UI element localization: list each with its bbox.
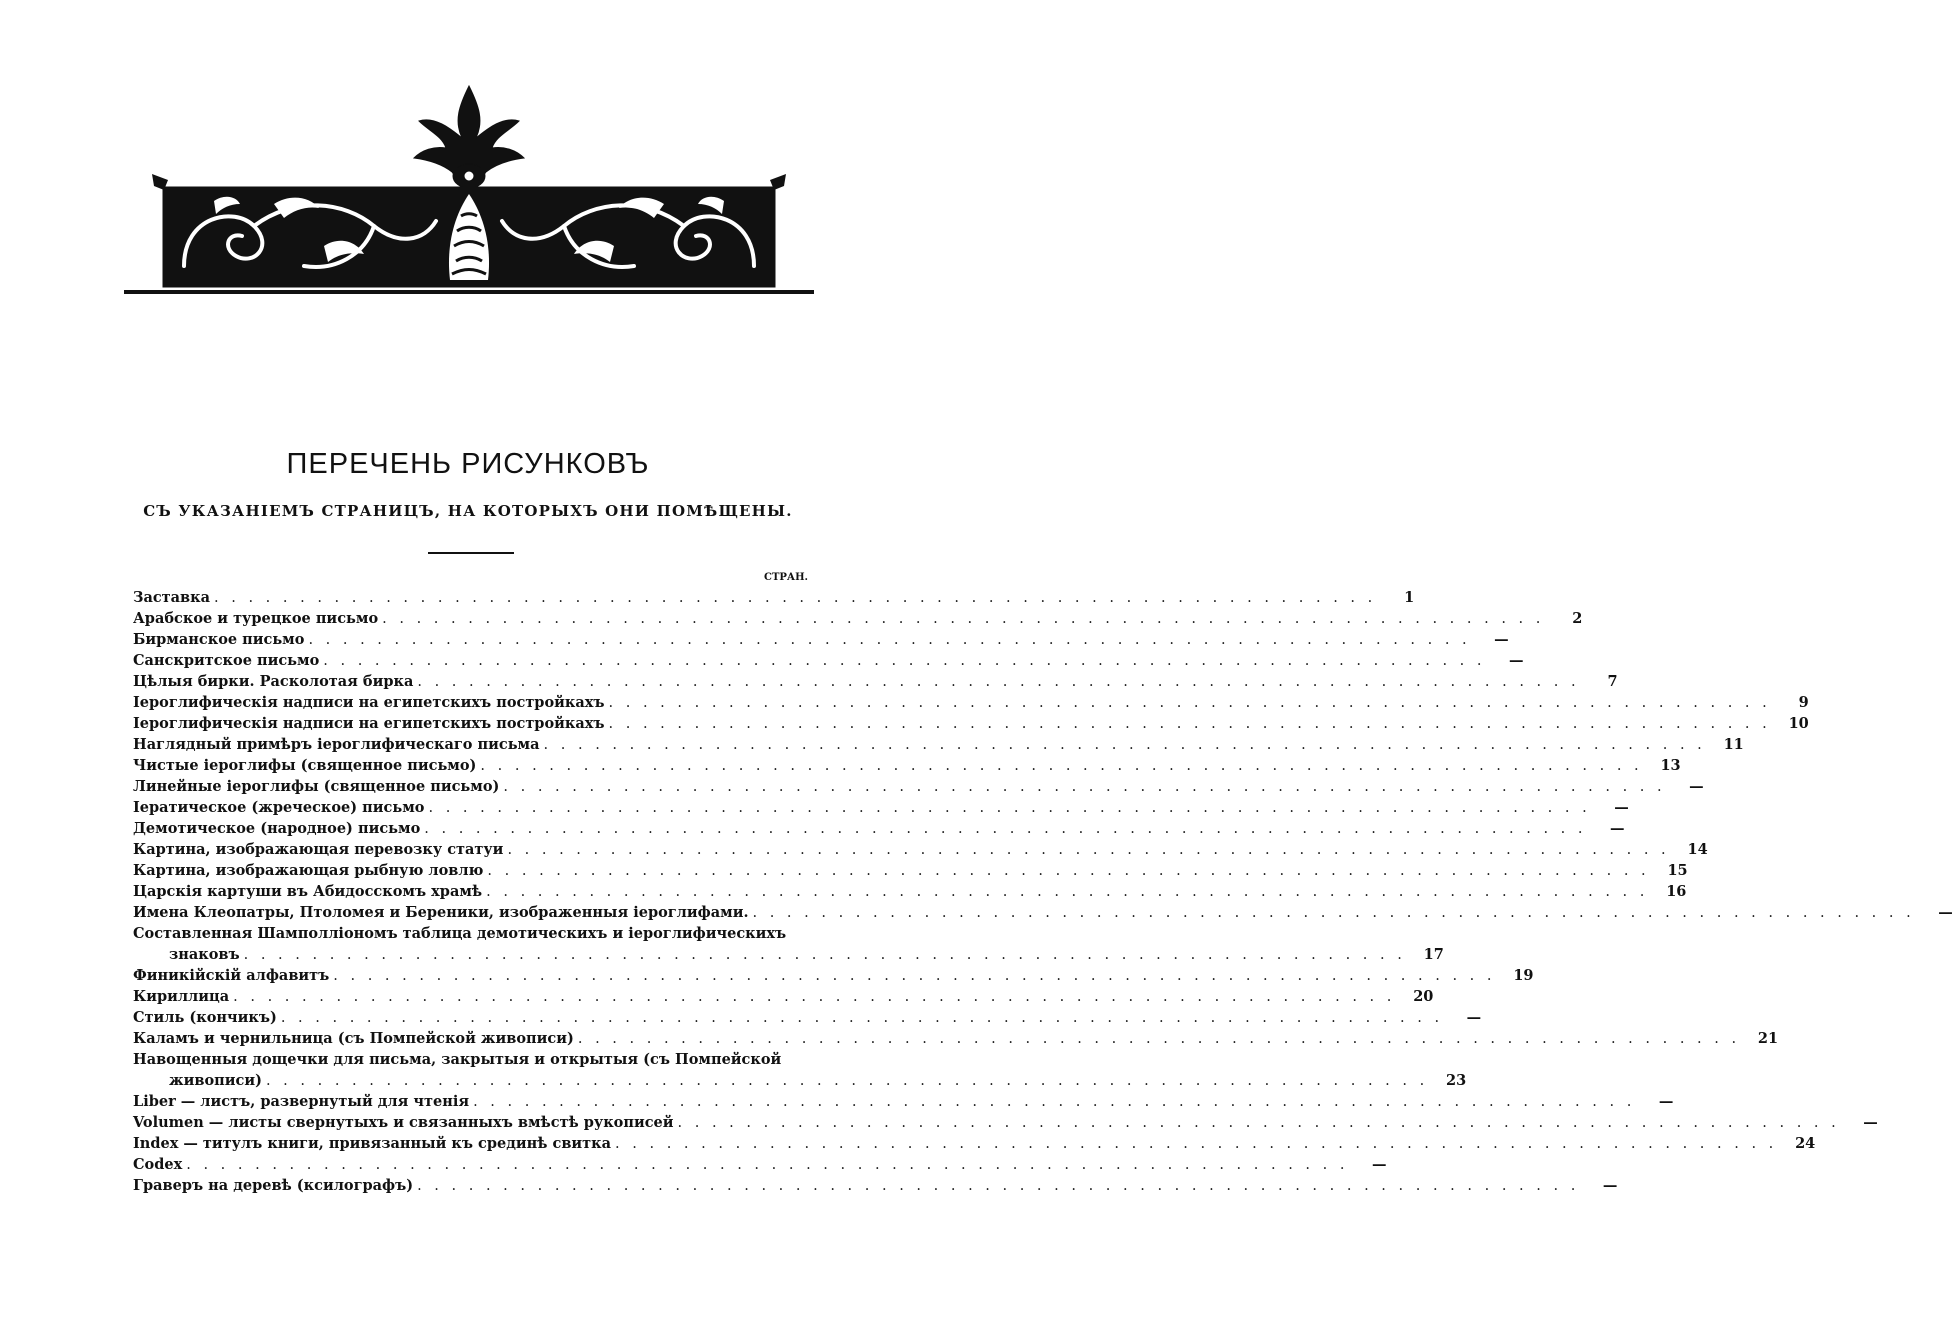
list-item — [133, 776, 1704, 797]
dot-leader: . . . . . . . . . . . . . . . . . . . . . . . . . . . . . . . . . . . . . . . . . . . . . . . . . . . . . . . . . . . . . . . . . . . . — [503, 779, 1666, 795]
entry-page-number: 10 — [1788, 715, 1809, 732]
entry-label: Картина, изображающая перевозку статуи — [133, 841, 504, 858]
page-subtitle: СЪ УКАЗАНІЕМЪ СТРАНИЦЪ, НА КОТОРЫХЪ ОНИ ПОМѢЩЕНЫ. — [143, 502, 793, 520]
entry-page-number: 13 — [1660, 757, 1681, 774]
dot-leader: . . . . . . . . . . . . . . . . . . . . . . . . . . . . . . . . . . . . . . . . . . . . . . . . . . . . . . . . . . . . . . . . . . . . — [428, 800, 1591, 816]
dot-leader: . . . . . . . . . . . . . . . . . . . . . . . . . . . . . . . . . . . . . . . . . . . . . . . . . . . . . . . . . . . . . . . . . . . . — [615, 1136, 1778, 1152]
entry-label: Наглядный примѣръ іероглифическаго письма — [133, 736, 540, 753]
entry-page-number: 14 — [1687, 841, 1708, 858]
entry-label: Цѣлыя бирки. Расколотая бирка — [133, 673, 414, 690]
dot-leader: . . . . . . . . . . . . . . . . . . . . . . . . . . . . . . . . . . . . . . . . . . . . . . . . . . . . . . . . . . . . . . . . . . . . — [486, 884, 1649, 900]
entry-label: Чистые іероглифы (священное письмо) — [133, 757, 477, 774]
dot-leader: . . . . . . . . . . . . . . . . . . . . . . . . . . . . . . . . . . . . . . . . . . . . . . . . . . . . . . . . . . . . . . . . . . . . — [417, 1178, 1580, 1194]
entry-page-number: — — [1602, 1177, 1618, 1194]
list-item — [133, 839, 1708, 860]
entry-page-number: — — [1614, 799, 1629, 816]
ornament-frame — [124, 174, 814, 294]
list-item — [133, 860, 1688, 881]
entry-page-number: — — [1658, 1093, 1674, 1110]
dot-leader: . . . . . . . . . . . . . . . . . . . . . . . . . . . . . . . . . . . . . . . . . . . . . . . . . . . . . . . . . . . . . . . . . . . . — [214, 590, 1377, 606]
entry-label: Каламъ и чернильница (съ Помпейской живописи) — [133, 1030, 574, 1047]
dot-leader: . . . . . . . . . . . . . . . . . . . . . . . . . . . . . . . . . . . . . . . . . . . . . . . . . . . . . . . . . . . . . . . . . . . . — [480, 758, 1643, 774]
entry-label: Бирманское письмо — [133, 631, 305, 648]
entry-label: Навощенныя дощечки для письма, закрытыя и открытыя (съ Помпейской — [133, 1051, 782, 1068]
list-item — [133, 818, 1625, 839]
entry-page-number: 17 — [1423, 946, 1444, 963]
dot-leader: . . . . . . . . . . . . . . . . . . . . . . . . . . . . . . . . . . . . . . . . . . . . . . . . . . . . . . . . . . . . . . . . . . . . — [323, 653, 1486, 669]
entry-page-number: — — [1689, 778, 1704, 795]
dot-leader: . . . . . . . . . . . . . . . . . . . . . . . . . . . . . . . . . . . . . . . . . . . . . . . . . . . . . . . . . . . . . . . . . . . . — [577, 1031, 1741, 1047]
dot-leader: . . . . . . . . . . . . . . . . . . . . . . . . . . . . . . . . . . . . . . . . . . . . . . . . . . . . . . . . . . . . . . . . . . . . — [543, 737, 1706, 753]
list-item — [133, 1091, 1674, 1112]
list-item — [133, 1175, 1618, 1196]
entry-page-number: — — [1466, 1009, 1482, 1026]
list-item — [133, 1133, 1816, 1154]
entry-page-number: 2 — [1572, 610, 1583, 627]
list-item — [133, 608, 1583, 629]
list-item — [133, 755, 1681, 776]
page-title: ПЕРЕЧЕНЬ РИСУНКОВЪ — [286, 448, 650, 480]
entry-label: Іератическое (жреческое) письмо — [133, 799, 425, 816]
list-item — [133, 1007, 1482, 1028]
dot-leader: . . . . . . . . . . . . . . . . . . . . . . . . . . . . . . . . . . . . . . . . . . . . . . . . . . . . . . . . . . . . . . . . . . . . — [186, 1157, 1349, 1173]
flower-finial-icon — [414, 86, 524, 188]
entry-label: Volumen — листы свернутыхъ и связанныхъ вмѣстѣ рукописей — [133, 1114, 674, 1131]
list-item — [133, 650, 1524, 671]
dot-leader: . . . . . . . . . . . . . . . . . . . . . . . . . . . . . . . . . . . . . . . . . . . . . . . . . . . . . . . . . . . . . . . . . . . . — [608, 695, 1771, 711]
dot-leader: . . . . . . . . . . . . . . . . . . . . . . . . . . . . . . . . . . . . . . . . . . . . . . . . . . . . . . . . . . . . . . . . . . . . — [243, 947, 1406, 963]
dot-leader: . . . . . . . . . . . . . . . . . . . . . . . . . . . . . . . . . . . . . . . . . . . . . . . . . . . . . . . . . . . . . . . . . . . . — [280, 1010, 1444, 1026]
list-item — [133, 692, 1809, 713]
list-item — [133, 713, 1809, 734]
dot-leader: . . . . . . . . . . . . . . . . . . . . . . . . . . . . . . . . . . . . . . . . . . . . . . . . . . . . . . . . . . . . . . . . . . . . — [233, 989, 1396, 1005]
entry-label: Финикійскій алфавитъ — [133, 967, 330, 984]
entry-page-number: 7 — [1607, 673, 1618, 690]
list-item — [133, 1070, 1467, 1091]
ornamental-headpiece — [124, 76, 814, 300]
list-item — [133, 1049, 805, 1070]
list-item — [133, 965, 1534, 986]
entry-page-number: — — [1494, 631, 1509, 648]
entry-page-number: — — [1371, 1156, 1387, 1173]
entry-page-number: 9 — [1798, 694, 1809, 711]
dot-leader: . . . . . . . . . . . . . . . . . . . . . . . . . . . . . . . . . . . . . . . . . . . . . . . . . . . . . . . . . . . . . . . . . . . . — [473, 1094, 1636, 1110]
entry-label: Царскія картуши въ Абидосскомъ храмѣ — [133, 883, 483, 900]
entry-page-number: — — [1509, 652, 1524, 669]
entry-label: Санскритское письмо — [133, 652, 320, 669]
dot-leader: . . . . . . . . . . . . . . . . . . . . . . . . . . . . . . . . . . . . . . . . . . . . . . . . . . . . . . . . . . . . . . . . . . . . — [265, 1073, 1429, 1089]
entry-label: Liber — листъ, развернутый для чтенія — [133, 1093, 470, 1110]
list-item — [133, 923, 805, 944]
list-item — [133, 881, 1687, 902]
entry-label: Index — титулъ книги, привязанный къ срединѣ свитка — [133, 1135, 612, 1152]
entry-label: Арабское и турецкое письмо — [133, 610, 379, 627]
entry-page-number: 16 — [1666, 883, 1687, 900]
entry-page-number: 20 — [1413, 988, 1434, 1005]
list-item — [133, 797, 1629, 818]
entry-label: Іероглифическія надписи на египетскихъ постройкахъ — [133, 694, 605, 711]
entry-label: Демотическое (народное) письмо — [133, 820, 421, 837]
entry-page-number: — — [1863, 1114, 1878, 1131]
entry-page-number: 24 — [1795, 1135, 1816, 1152]
list-item — [133, 587, 1415, 608]
list-item — [133, 944, 1444, 965]
entry-page-number: 21 — [1757, 1030, 1779, 1047]
entry-page-number: 23 — [1446, 1072, 1467, 1089]
dot-leader: . . . . . . . . . . . . . . . . . . . . . . . . . . . . . . . . . . . . . . . . . . . . . . . . . . . . . . . . . . . . . . . . . . . . — [382, 611, 1545, 627]
list-item — [133, 902, 1953, 923]
dot-leader: . . . . . . . . . . . . . . . . . . . . . . . . . . . . . . . . . . . . . . . . . . . . . . . . . . . . . . . . . . . . . . . . . . . . — [333, 968, 1496, 984]
entry-page-number: 19 — [1513, 967, 1534, 984]
list-item — [133, 1112, 1878, 1133]
entry-page-number: 1 — [1404, 589, 1415, 606]
entry-label: Линейные іероглифы (священное письмо) — [133, 778, 500, 795]
entry-page-number: 11 — [1723, 736, 1744, 753]
entry-label: знаковъ — [169, 946, 240, 963]
dot-leader: . . . . . . . . . . . . . . . . . . . . . . . . . . . . . . . . . . . . . . . . . . . . . . . . . . . . . . . . . . . . . . . . . . . . — [677, 1115, 1840, 1131]
entry-label: Кириллица — [133, 988, 230, 1005]
list-item — [133, 1028, 1779, 1049]
list-item — [133, 734, 1744, 755]
entry-label: Codex — [133, 1156, 183, 1173]
dot-leader: . . . . . . . . . . . . . . . . . . . . . . . . . . . . . . . . . . . . . . . . . . . . . . . . . . . . . . . . . . . . . . . . . . . . — [608, 716, 1771, 732]
entry-label: Граверъ на деревѣ (ксилографъ) — [133, 1177, 414, 1194]
dot-leader: . . . . . . . . . . . . . . . . . . . . . . . . . . . . . . . . . . . . . . . . . . . . . . . . . . . . . . . . . . . . . . . . . . . . — [424, 821, 1587, 837]
dot-leader: . . . . . . . . . . . . . . . . . . . . . . . . . . . . . . . . . . . . . . . . . . . . . . . . . . . . . . . . . . . . . . . . . . . . — [487, 863, 1650, 879]
list-item — [133, 671, 1618, 692]
entry-page-number: — — [1938, 904, 1953, 921]
entry-label: Составленная Шамполліономъ таблица демотическихъ и іероглифическихъ — [133, 925, 787, 942]
dot-leader: . . . . . . . . . . . . . . . . . . . . . . . . . . . . . . . . . . . . . . . . . . . . . . . . . . . . . . . . . . . . . . . . . . . . — [507, 842, 1670, 858]
entry-label: живописи) — [169, 1072, 262, 1089]
entry-page-number: 15 — [1667, 862, 1688, 879]
page-column-header: СТРАН. — [764, 572, 808, 583]
dot-leader: . . . . . . . . . . . . . . . . . . . . . . . . . . . . . . . . . . . . . . . . . . . . . . . . . . . . . . . . . . . . . . . . . . . . — [308, 632, 1471, 648]
title-rule-divider — [428, 552, 514, 554]
dot-leader: . . . . . . . . . . . . . . . . . . . . . . . . . . . . . . . . . . . . . . . . . . . . . . . . . . . . . . . . . . . . . . . . . . . . — [752, 905, 1915, 921]
list-item — [133, 1154, 1387, 1175]
list-item — [133, 629, 1509, 650]
list-item — [133, 986, 1434, 1007]
entry-label: Имена Клеопатры, Птоломея и Береники, изображенныя іероглифами. — [133, 904, 749, 921]
illustrations-list — [133, 587, 1953, 1196]
entry-page-number: — — [1610, 820, 1625, 837]
entry-label: Картина, изображающая рыбную ловлю — [133, 862, 484, 879]
entry-label: Іероглифическія надписи на египетскихъ постройкахъ — [133, 715, 605, 732]
entry-label: Заставка — [133, 589, 211, 606]
dot-leader: . . . . . . . . . . . . . . . . . . . . . . . . . . . . . . . . . . . . . . . . . . . . . . . . . . . . . . . . . . . . . . . . . . . . — [417, 674, 1580, 690]
entry-label: Стиль (кончикъ) — [133, 1009, 277, 1026]
